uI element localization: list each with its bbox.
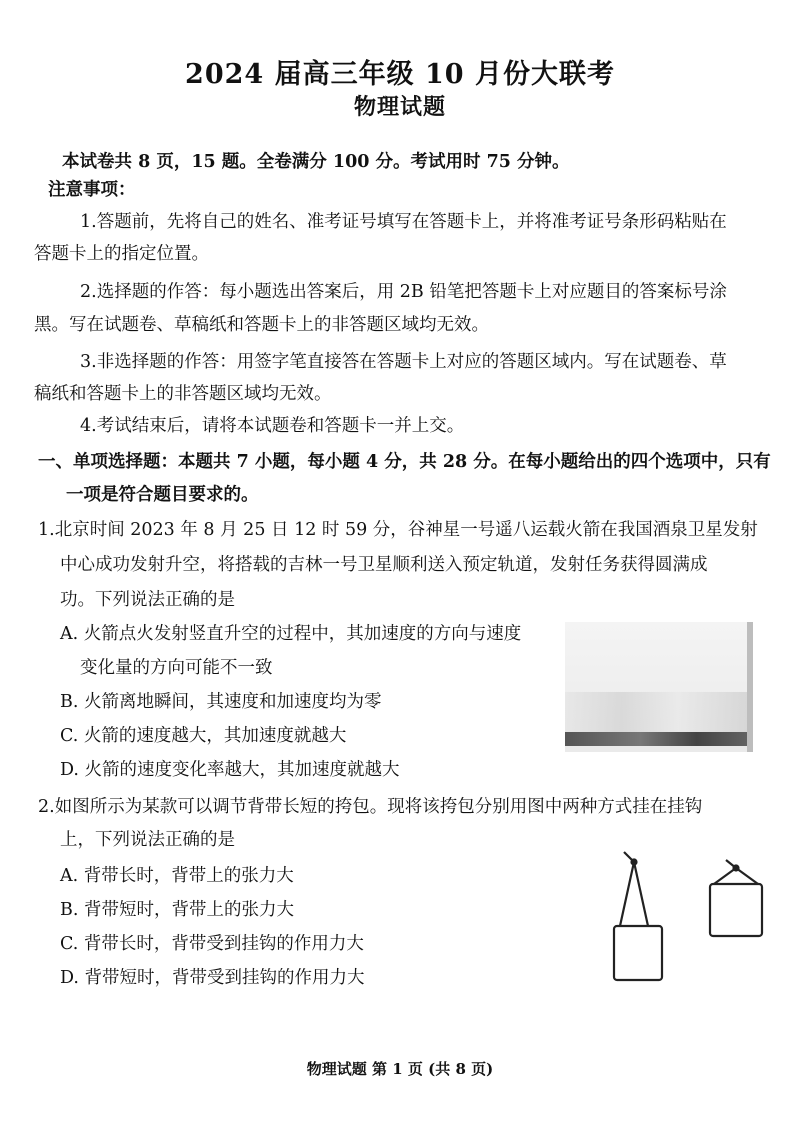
question-1-option-d: D. 火箭的速度变化率越大，其加速度就越大 bbox=[60, 760, 400, 780]
question-1-option-c: C. 火箭的速度越大，其加速度就越大 bbox=[60, 726, 347, 746]
short-strap-bag bbox=[710, 860, 762, 936]
bag-hanging-diagram bbox=[600, 848, 770, 988]
strap-left-short bbox=[714, 868, 736, 884]
section-heading-line-2: 一项是符合题目要求的。 bbox=[66, 485, 259, 505]
question-1-option-a-line-2: 变化量的方向可能不一致 bbox=[80, 658, 273, 678]
question-1-stem-line-1: 1.北京时间 2023 年 8 月 25 日 12 时 59 分，谷神星一号遥八运载火箭在我国酒泉卫星发射 bbox=[38, 520, 758, 540]
bag-body-long bbox=[614, 926, 662, 980]
photo-edge bbox=[747, 622, 753, 752]
question-2-option-a: A. 背带长时，背带上的张力大 bbox=[60, 866, 294, 886]
section-heading-line-1: 一、单项选择题：本题共 7 小题，每小题 4 分，共 28 分。在每小题给出的四个选项中，只有 bbox=[38, 452, 771, 472]
question-1-stem-line-3: 功。下列说法正确的是 bbox=[60, 590, 235, 610]
page-footer: 物理试题 第 1 页 (共 8 页) bbox=[306, 1060, 494, 1078]
exam-intro: 本试卷共 8 页，15 题。全卷满分 100 分。考试用时 75 分钟。 bbox=[62, 152, 570, 172]
notice-item-2-line-2: 黑。写在试题卷、草稿纸和答题卡上的非答题区域均无效。 bbox=[34, 315, 489, 335]
question-2-stem-line-2: 上，下列说法正确的是 bbox=[60, 830, 235, 850]
page-title: 2024 届高三年级 10 月份大联考 bbox=[185, 59, 615, 90]
notice-item-1-line-1: 1.答题前，先将自己的姓名、准考证号填写在答题卡上，并将准考证号条形码粘贴在 bbox=[80, 212, 727, 232]
question-2-option-d: D. 背带短时，背带受到挂钩的作用力大 bbox=[60, 968, 365, 988]
photo-ground bbox=[565, 732, 753, 746]
strap-right-short bbox=[736, 868, 758, 884]
long-strap-bag bbox=[614, 852, 662, 980]
notice-heading: 注意事项： bbox=[48, 180, 136, 200]
photo-smoke bbox=[565, 692, 753, 732]
notice-item-1-line-2: 答题卡上的指定位置。 bbox=[34, 244, 209, 264]
page-subtitle: 物理试题 bbox=[353, 94, 446, 120]
notice-item-3-line-2: 稿纸和答题卡上的非答题区域均无效。 bbox=[34, 384, 332, 404]
bag-body-short bbox=[710, 884, 762, 936]
rocket-launch-photo bbox=[565, 622, 753, 752]
question-1-option-a-line-1: A. 火箭点火发射竖直升空的过程中，其加速度的方向与速度 bbox=[60, 624, 522, 644]
strap-right-long bbox=[634, 862, 648, 926]
question-2-stem-line-1: 2.如图所示为某款可以调节背带长短的挎包。现将该挎包分别用图中两种方式挂在挂钩 bbox=[38, 797, 703, 817]
question-2-option-c: C. 背带长时，背带受到挂钩的作用力大 bbox=[60, 934, 364, 954]
strap-left-long bbox=[620, 862, 634, 926]
question-2-option-b: B. 背带短时，背带上的张力大 bbox=[60, 900, 294, 920]
notice-item-4: 4.考试结束后，请将本试题卷和答题卡一并上交。 bbox=[80, 416, 465, 436]
question-1-option-b: B. 火箭离地瞬间，其速度和加速度均为零 bbox=[60, 692, 382, 712]
notice-item-2-line-1: 2.选择题的作答：每小题选出答案后，用 2B 铅笔把答题卡上对应题目的答案标号涂 bbox=[80, 282, 727, 302]
notice-item-3-line-1: 3.非选择题的作答：用签字笔直接答在答题卡上对应的答题区域内。写在试题卷、草 bbox=[80, 352, 727, 372]
question-1-stem-line-2: 中心成功发射升空，将搭载的吉林一号卫星顺利送入预定轨道，发射任务获得圆满成 bbox=[60, 555, 708, 575]
